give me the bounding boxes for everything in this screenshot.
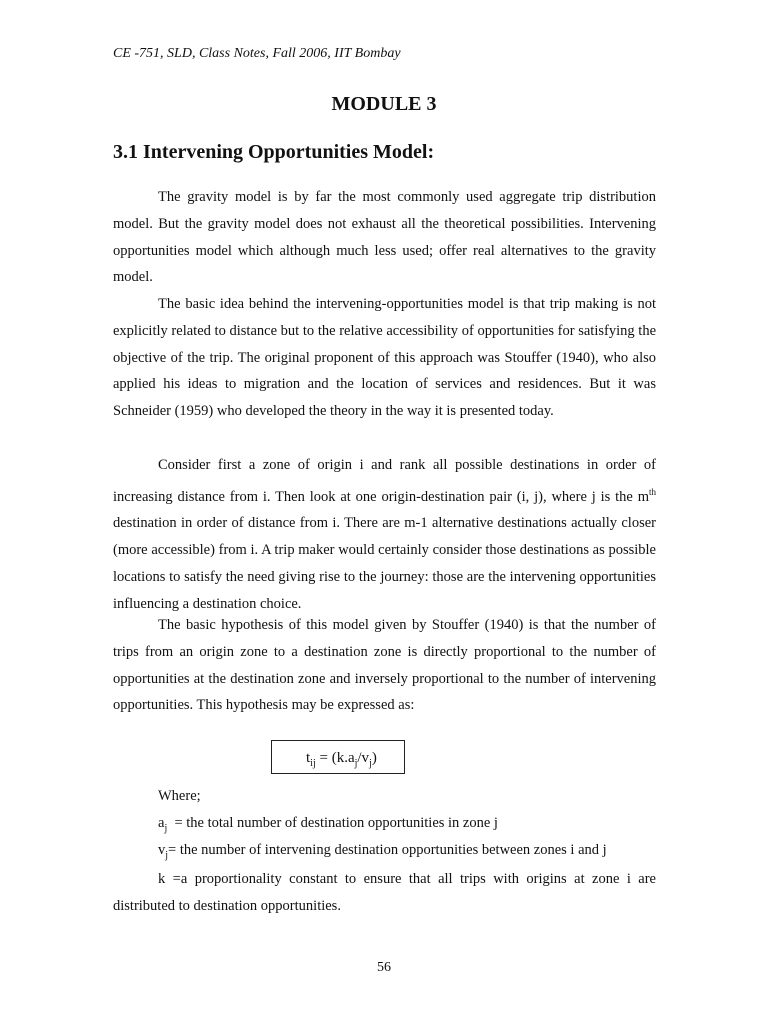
definition-v-subscript: j bbox=[165, 849, 169, 861]
formula-t-subscript: ij bbox=[310, 758, 316, 769]
formula-v-subscript: j bbox=[369, 758, 372, 769]
formula-box bbox=[271, 740, 405, 774]
definition-a-subscript: j bbox=[164, 822, 168, 834]
paragraph-zone-ranking-part-1: Consider first a zone of origin i and rank all possible destinations in order of increasing distance from i. Then look at one origin-destination pair (i, j), where j is the m bbox=[113, 457, 656, 505]
definition-k: k =a proportionality constant to ensure that all trips with origins at zone i are distributed to destination opportunities. bbox=[113, 871, 656, 914]
formula-close: ) bbox=[371, 750, 377, 766]
where-label: Where; bbox=[158, 788, 201, 804]
superscript-th: th bbox=[648, 486, 656, 497]
formula-t: t bbox=[306, 750, 311, 766]
section-title: 3.1 Intervening Opportunities Model: bbox=[113, 141, 435, 163]
module-title: MODULE 3 bbox=[331, 93, 437, 115]
page-number: 56 bbox=[377, 960, 391, 975]
formula-slash: /v bbox=[357, 750, 370, 766]
paragraph-gravity-model: The gravity model is by far the most commonly used aggregate trip distribution model. But the gravity model does not exhaust all the theoretical possibilities. Intervening opportunities model which although much less used; offer real alternatives to the gravity model. bbox=[113, 189, 656, 286]
running-header: CE -751, SLD, Class Notes, Fall 2006, IIT Bombay bbox=[113, 46, 401, 61]
formula-middle: = (k.a bbox=[315, 750, 355, 766]
definition-a-symbol: a bbox=[158, 815, 165, 831]
definition-v bbox=[158, 842, 607, 861]
definition-a bbox=[158, 815, 498, 834]
paragraph-zone-ranking-part-2: destination in order of distance from i. There are m-1 alternative destinations actually closer (more accessible) from i. A trip maker would certainly consider those destinations as possible locations to satisfy the need giving rise to the journey: those are the intervening opportunities influencing a destination choice. bbox=[113, 515, 656, 612]
formula-a-subscript: j bbox=[354, 758, 358, 769]
paragraph-zone-ranking bbox=[113, 452, 656, 618]
definition-v-symbol: v bbox=[158, 842, 166, 858]
paragraph-hypothesis: The basic hypothesis of this model given by Stouffer (1940) is that the number of trips from an origin zone to a destination zone is directly proportional to the number of opportunities at the destination zone and inversely proportional to the number of intervening opportunities. This hypothesis may be expressed as: bbox=[113, 617, 656, 714]
paragraph-basic-idea: The basic idea behind the intervening-opportunities model is that trip making is not explicitly related to distance but to the relative accessibility of opportunities for satisfying the objective of the trip. The original proponent of this approach was Stouffer (1940), who also applied his ideas to migration and the location of services and residences. But it was Schneider (1959) who developed the theory in the way it is presented today. bbox=[113, 296, 656, 420]
definition-v-text: = the number of intervening destination opportunities between zones i and j bbox=[168, 842, 607, 858]
definition-a-text: = the total number of destination opportunities in zone j bbox=[167, 815, 498, 831]
